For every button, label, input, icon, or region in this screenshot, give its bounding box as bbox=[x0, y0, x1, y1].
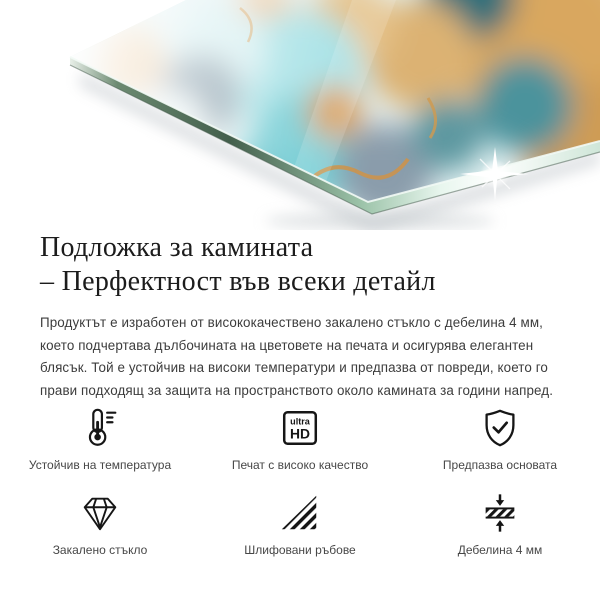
polished-edges-icon bbox=[278, 491, 322, 535]
page-title-line2: – Перфектност във всеки детайл bbox=[40, 266, 436, 297]
page-title bbox=[40, 231, 568, 299]
thickness-4mm-icon bbox=[478, 491, 522, 535]
feature-label: Устойчив на температура bbox=[28, 458, 172, 472]
shield-check-icon bbox=[478, 406, 522, 450]
thermometer-icon bbox=[78, 406, 122, 450]
feature-label: Предпазва основата bbox=[442, 458, 558, 472]
feature-temperature-resistant bbox=[0, 406, 200, 473]
diamond-icon bbox=[78, 491, 122, 535]
feature-label: Дебелина 4 мм bbox=[457, 543, 543, 557]
feature-print-quality bbox=[200, 406, 400, 473]
feature-tempered-glass bbox=[0, 491, 200, 558]
ultra-hd-icon bbox=[278, 406, 322, 450]
feature-polished-edges bbox=[200, 491, 400, 558]
content-block bbox=[40, 231, 568, 402]
ultra-hd-text-top: ultra bbox=[290, 416, 310, 427]
feature-label: Шлифовани ръбове bbox=[244, 543, 356, 557]
feature-label: Печат с високо качество bbox=[231, 458, 369, 472]
glass-shadow-corner bbox=[265, 212, 495, 230]
product-description: Продуктът е изработен от висококачествено закалено стъкло с дебелина 4 мм, което подчертава дълбочината на цветовете на печата и осигурява елегантен блясък. Той е устойчив на високи температури и предпазва от повреди, което го прави подходящ за защита на пространството около камината за години напред. bbox=[40, 315, 554, 398]
ultra-hd-text-bottom: HD bbox=[289, 425, 311, 442]
feature-grid bbox=[0, 406, 600, 558]
product-photo bbox=[0, 0, 600, 230]
feature-label: Закалено стъкло bbox=[52, 543, 148, 557]
feature-thickness-4mm bbox=[400, 491, 600, 558]
glass-panel-image bbox=[0, 0, 600, 230]
feature-protects-base bbox=[400, 406, 600, 473]
page-title-line1: Подложка за камината bbox=[40, 232, 314, 263]
